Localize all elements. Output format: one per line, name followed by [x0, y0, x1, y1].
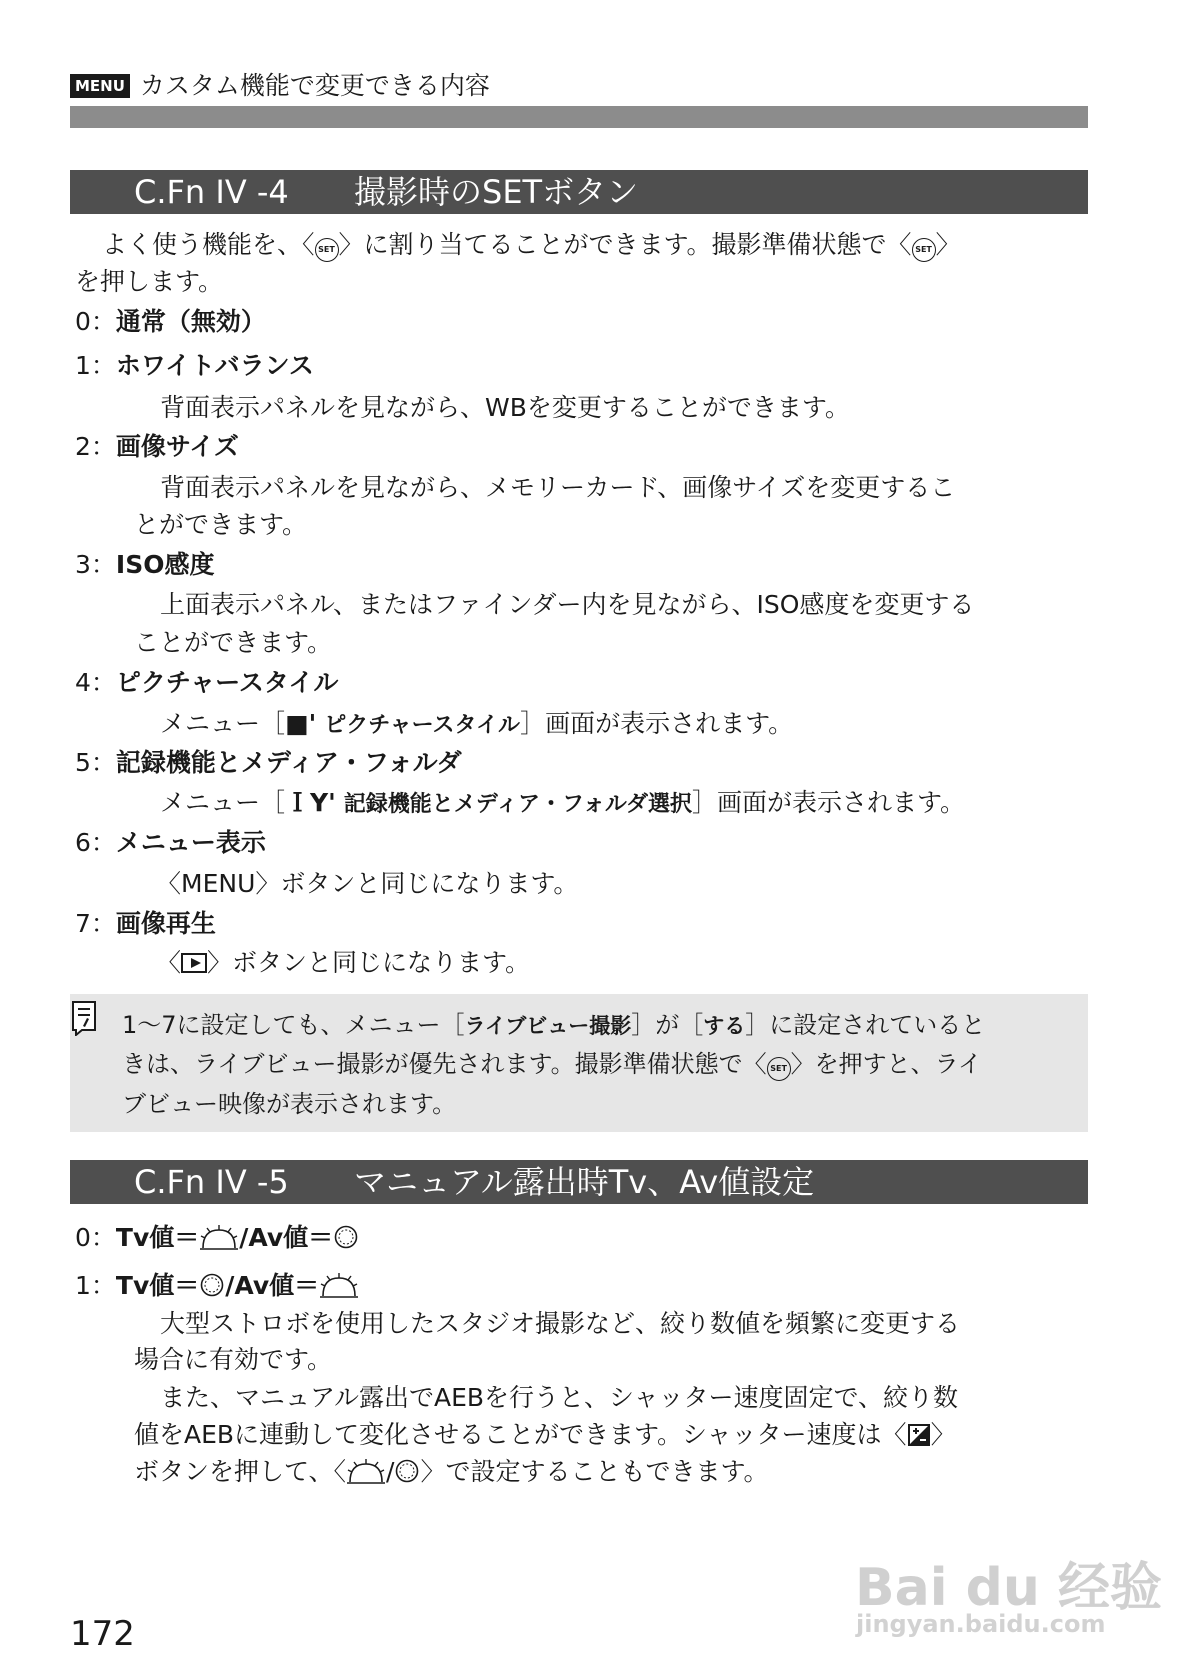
option-0: 0：通常（無効）	[75, 307, 266, 336]
tvav-para-2-line-3: ボタンを押して、〈 / 〉で設定することもできます。	[134, 1457, 769, 1486]
intro-line-1: よく使う機能を、〈 SET 〉に割り当てることができます。撮影準備状態で〈 SET 〉	[102, 228, 961, 262]
option-3-desc-cont: ことができます。	[134, 628, 333, 657]
option-label: 記録機能とメディア・フォルダ	[115, 748, 462, 777]
watermark-logo: Bai du 经验	[855, 1558, 1162, 1618]
option-2: 2：画像サイズ	[75, 432, 239, 461]
option-6: 6：メニュー表示	[75, 828, 266, 857]
setup-menu-icon: ＩΥ'	[285, 788, 336, 817]
menu-icon: MENU	[70, 74, 130, 98]
option-label: 画像再生	[115, 909, 216, 938]
set-button-icon: SET	[912, 238, 936, 262]
quick-control-dial-icon	[394, 1458, 420, 1484]
quick-control-dial-icon	[333, 1224, 359, 1250]
option-5: 5：記録機能とメディア・フォルダ	[75, 748, 462, 777]
camera-shooting-menu-icon: ■'	[285, 709, 317, 738]
page-number: 172	[70, 1614, 135, 1654]
section-name: マニュアル露出時Tv、Av値設定	[354, 1163, 815, 1201]
section-title-cfn-iv-4	[70, 170, 1088, 214]
option-label: 通常（無効）	[115, 307, 266, 336]
section-name: 撮影時のSETボタン	[354, 173, 639, 211]
option-4-desc: メニュー［■' ピクチャースタイル］画面が表示されます。	[160, 709, 794, 738]
option-2-desc: 背面表示パネルを見ながら、メモリーカード、画像サイズを変更するこ	[160, 473, 956, 502]
option-label: 画像サイズ	[115, 432, 239, 461]
note-line-1: 1～7に設定しても、メニュー［ライブビュー撮影］が［する］に設定されていると	[122, 1011, 986, 1039]
tvav-para-1-line-2: 場合に有効です。	[134, 1345, 333, 1374]
set-button-icon: SET	[767, 1057, 791, 1081]
main-dial-icon	[319, 1272, 359, 1298]
option-3: 3：ISO感度	[75, 550, 215, 579]
note-line-2: きは、ライブビュー撮影が優先されます。撮影準備状態で〈 SET 〉を押すと、ライ	[122, 1047, 982, 1081]
option-label: メニュー表示	[115, 828, 266, 857]
watermark-url: jingyan.baidu.com	[856, 1610, 1106, 1638]
header-title: カスタム機能で変更できる内容	[139, 71, 490, 100]
option-6-desc: 〈MENU〉ボタンと同じになります。	[156, 869, 579, 898]
option-label: ホワイトバランス	[115, 351, 314, 380]
playback-icon	[181, 953, 207, 973]
option-5-desc: メニュー［ＩΥ' 記録機能とメディア・フォルダ選択］画面が表示されます。	[160, 788, 966, 817]
option-label: ピクチャースタイル	[115, 668, 339, 697]
exposure-compensation-icon	[907, 1423, 931, 1447]
option-3-desc: 上面表示パネル、またはファインダー内を見ながら、ISO感度を変更する	[160, 590, 975, 619]
note-line-3: ブビュー映像が表示されます。	[122, 1090, 457, 1118]
note-icon	[70, 1000, 100, 1036]
main-dial-icon	[346, 1458, 386, 1484]
tvav-para-2-line-1: また、マニュアル露出でAEBを行うと、シャッター速度固定で、絞り数	[160, 1383, 959, 1412]
intro-line-2: を押します。	[75, 267, 224, 296]
tvav-para-2-line-2: 値をAEBに連動して変化させることができます。シャッター速度は〈 〉	[134, 1420, 956, 1449]
option-1: 1：ホワイトバランス	[75, 351, 314, 380]
tvav-option-0: 0：Tv値＝ /Av値＝	[75, 1221, 359, 1255]
section-code: C.Fn IV -5	[134, 1163, 289, 1201]
set-button-icon: SET	[315, 238, 339, 262]
tvav-option-1: 1：Tv値＝ /Av値＝	[75, 1269, 359, 1303]
option-1-desc: 背面表示パネルを見ながら、WBを変更することができます。	[160, 393, 850, 422]
option-7: 7：画像再生	[75, 909, 216, 938]
section-code: C.Fn IV -4	[134, 173, 289, 211]
main-dial-icon	[199, 1224, 239, 1250]
header-rule	[70, 106, 1088, 128]
option-2-desc-cont: とができます。	[134, 510, 308, 539]
tvav-para-1-line-1: 大型ストロボを使用したスタジオ撮影など、絞り数値を頻繁に変更する	[160, 1309, 961, 1338]
quick-control-dial-icon	[199, 1272, 225, 1298]
option-label: ISO感度	[115, 550, 215, 579]
page-header	[70, 66, 490, 102]
option-7-desc: 〈 〉ボタンと同じになります。	[156, 948, 531, 977]
option-4: 4：ピクチャースタイル	[75, 668, 339, 697]
section-title-cfn-iv-5	[70, 1160, 1088, 1204]
